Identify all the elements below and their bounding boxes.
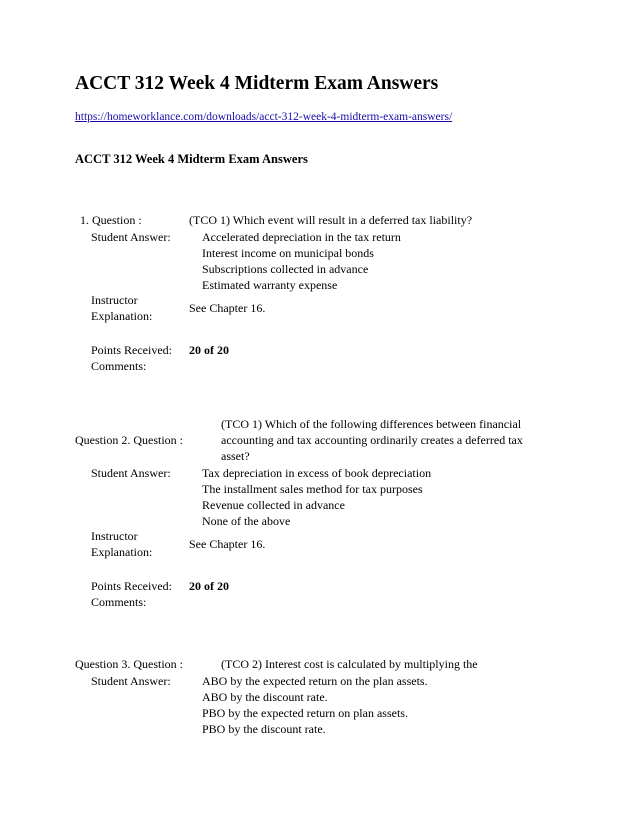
explanation-label: Explanation: (91, 545, 153, 559)
question-2-label: Question 2. Question : (75, 433, 183, 447)
points-received-label: Points Received: (91, 343, 172, 357)
answer-option: PBO by the expected return on plan assets. (202, 706, 408, 720)
comments-label: Comments: (91, 359, 147, 373)
answer-option: Subscriptions collected in advance (202, 262, 369, 276)
student-answer-label: Student Answer: (91, 230, 171, 244)
question-1-text: (TCO 1) Which event will result in a deferred tax liability? (189, 213, 473, 227)
question-2-text: accounting and tax accounting ordinarily creates a deferred tax (221, 433, 523, 447)
answer-option: Interest income on municipal bonds (202, 246, 374, 260)
points-value: 20 of 20 (189, 343, 229, 357)
instructor-label: Instructor (91, 293, 138, 307)
page-title: ACCT 312 Week 4 Midterm Exam Answers (75, 73, 439, 94)
comments-label: Comments: (91, 595, 147, 609)
answer-option: ABO by the expected return on the plan assets. (202, 674, 428, 688)
explanation-text: See Chapter 16. (189, 537, 266, 551)
answer-option: Accelerated depreciation in the tax return (202, 230, 401, 244)
question-2-text: (TCO 1) Which of the following differences between financial (221, 417, 522, 431)
points-value: 20 of 20 (189, 579, 229, 593)
answer-option: Estimated warranty expense (202, 278, 338, 292)
question-1-label: 1. Question : (80, 213, 142, 227)
download-link[interactable]: https://homeworklance.com/downloads/acct-312-week-4-midterm-exam-answers/ (75, 111, 453, 123)
question-3-text: (TCO 2) Interest cost is calculated by multiplying the (221, 657, 478, 671)
question-2-text: asset? (221, 449, 250, 463)
question-3-label: Question 3. Question : (75, 657, 183, 671)
explanation-text: See Chapter 16. (189, 301, 266, 315)
answer-option: Revenue collected in advance (202, 498, 345, 512)
explanation-label: Explanation: (91, 309, 153, 323)
instructor-label: Instructor (91, 529, 138, 543)
answer-option: ABO by the discount rate. (202, 690, 328, 704)
student-answer-label: Student Answer: (91, 674, 171, 688)
points-received-label: Points Received: (91, 579, 172, 593)
section-heading: ACCT 312 Week 4 Midterm Exam Answers (75, 152, 308, 166)
answer-option: Tax depreciation in excess of book depreciation (202, 466, 432, 480)
student-answer-label: Student Answer: (91, 466, 171, 480)
answer-option: PBO by the discount rate. (202, 722, 326, 736)
answer-option: The installment sales method for tax purposes (202, 482, 423, 496)
answer-option: None of the above (202, 514, 291, 528)
